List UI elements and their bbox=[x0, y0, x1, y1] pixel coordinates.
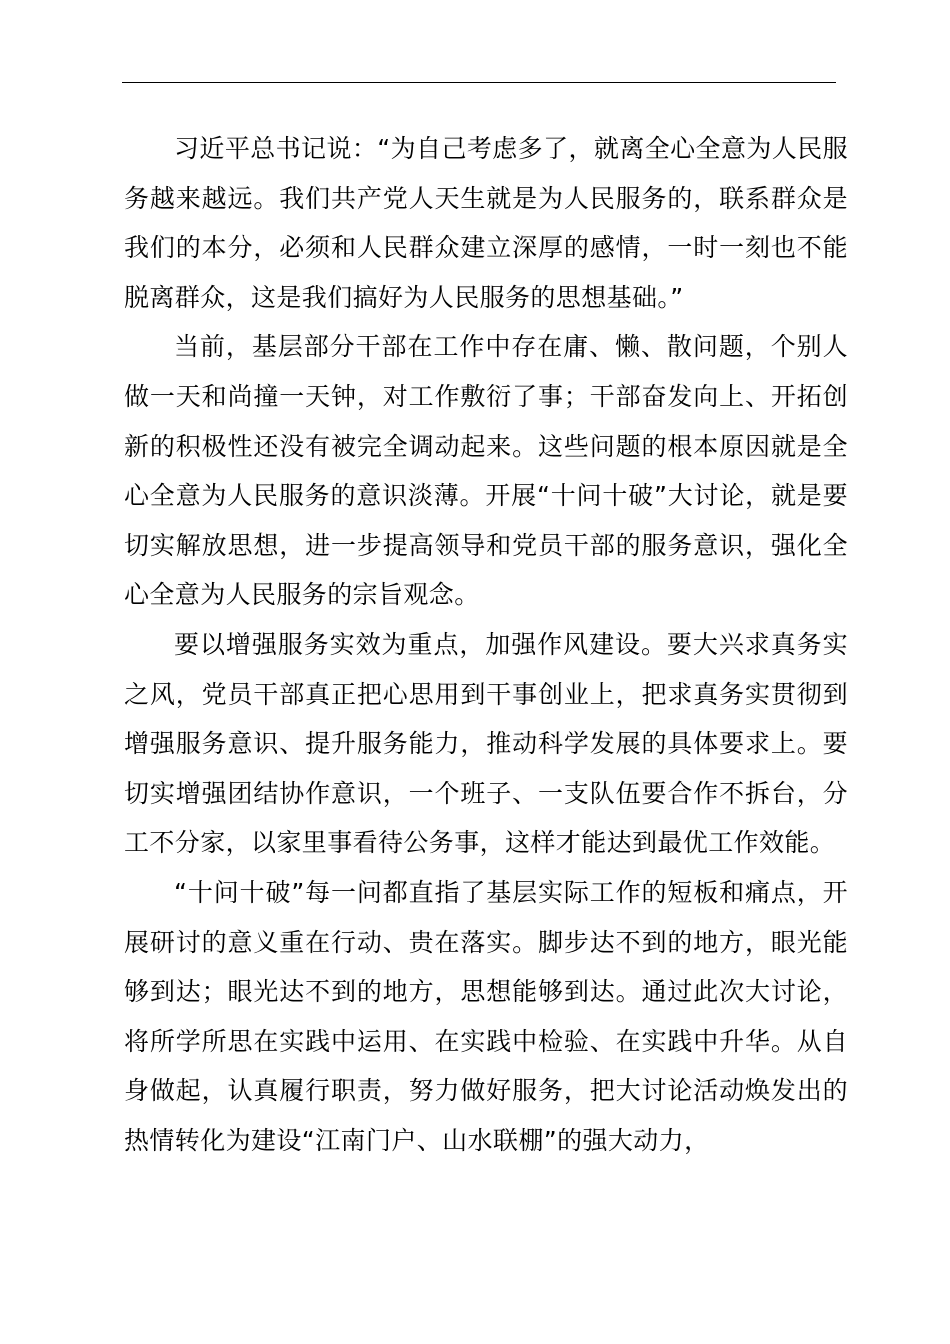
paragraph-1: 习近平总书记说：“为自己考虑多了，就离全心全意为人民服务越来越远。我们共产党人天生就是为人民服务的，联系群众是我们的本分，必须和人民群众建立深厚的感情，一时一刻也不能脱离群众，这是我们搞好为人民服务的思想基础。” bbox=[124, 134, 848, 312]
paragraph-2: 当前，基层部分干部在工作中存在庸、懒、散问题，个别人做一天和尚撞一天钟，对工作敷衍了事；干部奋发向上、开拓创新的积极性还没有被完全调动起来。这些问题的根本原因就是全心全意为人民服务的意识淡薄。开展“十问十破”大讨论，就是要切实解放思想，进一步提高领导和党员干部的服务意识，强化全心全意为人民服务的宗旨观念。 bbox=[124, 332, 848, 610]
paragraph-3: 要以增强服务实效为重点，加强作风建设。要大兴求真务实之风，党员干部真正把心思用到干事创业上，把求真务实贯彻到增强服务意识、提升服务能力，推动科学发展的具体要求上。要切实增强团结协作意识，一个班子、一支队伍要合作不拆台，分工不分家，以家里事看待公务事，这样才能达到最优工作效能。 bbox=[124, 629, 848, 858]
header-rule bbox=[122, 82, 836, 83]
paragraph-4: “十问十破”每一问都直指了基层实际工作的短板和痛点，开展研讨的意义重在行动、贵在落实。脚步达不到的地方，眼光能够到达；眼光达不到的地方，思想能够到达。通过此次大讨论，将所学所思在实践中运用、在实践中检验、在实践中升华。从自身做起，认真履行职责，努力做好服务，把大讨论活动焕发出的热情转化为建设“江南门户、山水联棚”的强大动力， bbox=[124, 877, 848, 1155]
document-body bbox=[124, 124, 848, 1165]
